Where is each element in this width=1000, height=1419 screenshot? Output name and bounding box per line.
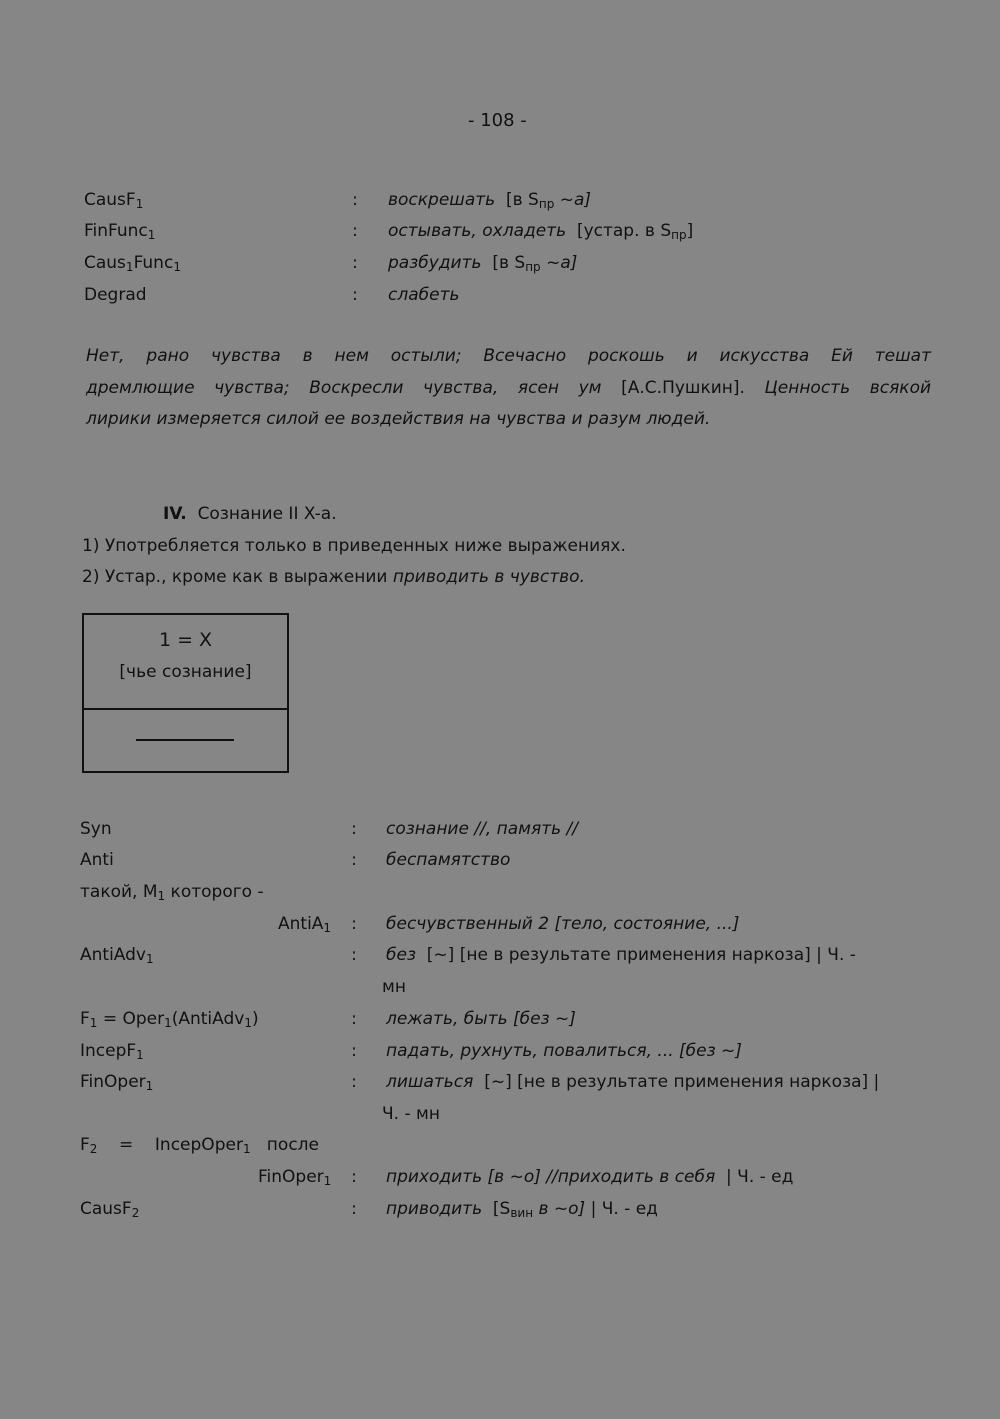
colon: : [352,221,358,241]
entry-causf1: CausF$_1$ [84,190,144,211]
entry-value-continued: мн [382,977,406,997]
colon: : [351,819,357,839]
entry-value: слабеть [388,285,460,305]
entry-degrad: Degrad [84,285,147,305]
entry-value: бесчувственный 2 [тело, состояние, ...] [386,914,740,934]
entry-anti: Anti [80,850,114,870]
colon: : [351,1199,357,1219]
entry-value: воскрешать [в $S_{пр}$ ~а] [388,190,592,211]
entry-value: падать, рухнуть, повалиться, ... [без ~] [386,1041,742,1061]
section-heading: IV. Сознание II X-а. [163,504,337,524]
entry-f2: $F_2$ = IncepOper$_1$ после [80,1135,319,1156]
entry-antia1: AntiA$_1$ [278,914,332,935]
entry-label: CausF [84,190,136,210]
colon: : [351,1009,357,1029]
entry-f1: $F_1$ = Oper$_1$(AntiAdv$_1$) [80,1009,259,1030]
colon: : [351,850,357,870]
paragraph-line: Нет, рано чувства в нем остыли; Всечасно роскошь и искусства Ей тешат [86,346,931,366]
colon: : [352,285,358,305]
entry-antiadv1: AntiAdv$_1$ [80,945,154,966]
entry-value: лежать, быть [без ~] [386,1009,576,1029]
entry-value-continued: Ч. - мн [382,1104,440,1124]
paragraph-line: лирики измеряется силой ее воздействия на чувства и разум людей. [86,409,711,429]
entry-value: приводить [$S_{вин}$ в ~о] | Ч. - ед [386,1199,658,1220]
entry-value: приходить [в ~о] //приходить в себя | Ч. - ед [386,1167,794,1187]
entry-causf2: CausF$_2$ [80,1199,140,1220]
entry-incepf1: IncepF$_1$ [80,1041,144,1062]
entry-finoper1: FinOper$_1$ [80,1072,154,1093]
colon: : [351,1041,357,1061]
page-number: - 108 - [468,110,527,131]
entry-value: лишаться [~] [не в результате применения наркоза] | [386,1072,880,1092]
government-pattern-box [82,613,289,773]
box-actant: 1 = X [158,629,213,651]
entry-syn: Syn [80,819,112,839]
entry-takoy: такой, $M_1$ которого - [80,882,264,903]
colon: : [351,914,357,934]
box-actant-role: [чье сознание] [119,662,252,682]
box-empty-dash [136,739,234,741]
entry-value: сознание //, память // [386,819,578,839]
entry-finfunc1: FinFunc$_1$ [84,221,156,242]
colon: : [352,190,358,210]
entry-value: беспамятство [386,850,511,870]
usage-note: 2) Устар., кроме как в выражении приводить в чувство. [82,567,585,587]
entry-finoper1-b: FinOper$_1$ [258,1167,332,1188]
paragraph-line: дремлющие чувства; Воскресли чувства, ясен ум [А.С.Пушкин]. Ценность всякой [86,377,932,398]
entry-value: без [~] [не в результате применения наркоза] | Ч. - [386,945,856,965]
colon: : [352,253,358,273]
colon: : [351,945,357,965]
box-header [84,615,287,710]
example-paragraph [86,341,931,436]
colon: : [351,1167,357,1187]
usage-note: 1) Употребляется только в приведенных ниже выражениях. [82,536,626,556]
colon: : [351,1072,357,1092]
entry-value: разбудить [в $S_{пр}$ ~а] [388,253,578,274]
entry-value: остывать, охладеть [устар. в $S_{пр}$] [388,221,694,242]
entry-caus1func1: Caus$_1$Func$_1$ [84,253,181,274]
